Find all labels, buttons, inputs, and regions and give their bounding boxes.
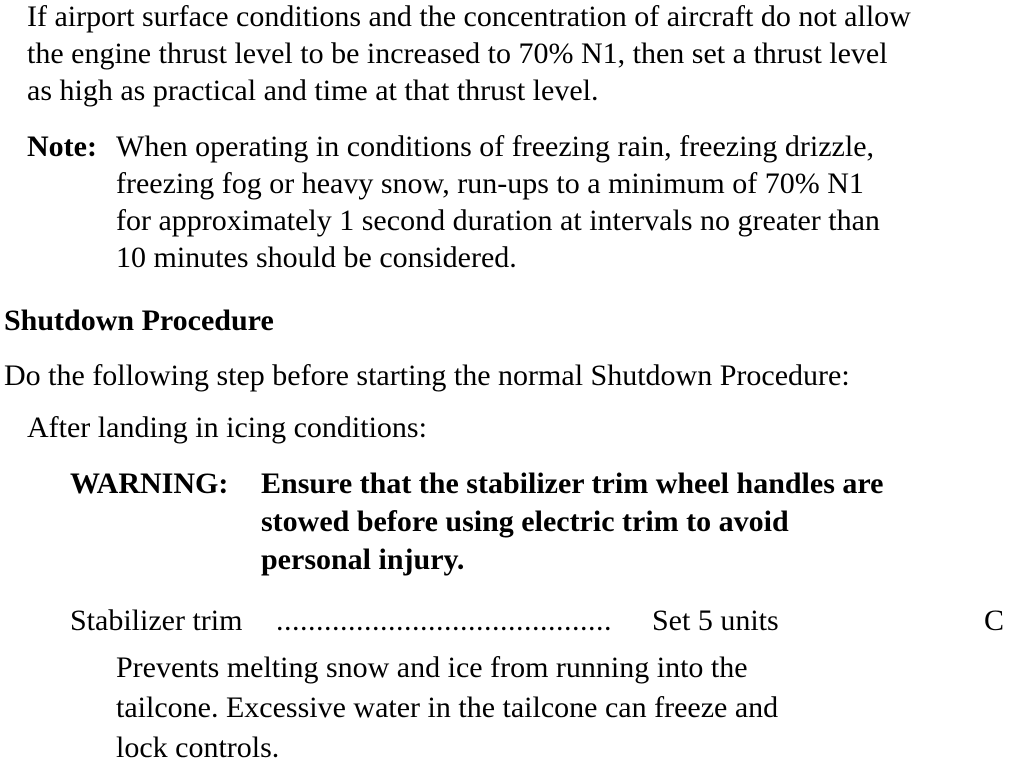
note-line-2: freezing fog or heavy snow, run-ups to a minimum of 70% N1 xyxy=(116,167,864,200)
step-item: Stabilizer trim xyxy=(70,604,243,637)
intro-line-2: the engine thrust level to be increased to 70% N1, then set a thrust level xyxy=(27,37,888,70)
note-label: Note: xyxy=(27,130,97,163)
step-action: Set 5 units xyxy=(652,604,779,637)
step-explanation-line-1: Prevents melting snow and ice from running into the xyxy=(116,651,748,684)
warning-line-1: Ensure that the stabilizer trim wheel handles are xyxy=(261,467,884,500)
intro-line-3: as high as practical and time at that thrust level. xyxy=(27,74,599,107)
note-line-3: for approximately 1 second duration at intervals no greater than xyxy=(116,204,880,237)
section-heading: Shutdown Procedure xyxy=(4,304,274,337)
note-line-4: 10 minutes should be considered. xyxy=(116,241,517,274)
note-line-1: When operating in conditions of freezing rain, freezing drizzle, xyxy=(116,130,875,163)
warning-line-3: personal injury. xyxy=(261,543,465,576)
condition-text: After landing in icing conditions: xyxy=(27,411,427,444)
step-leader-dots: .......................................... xyxy=(276,604,612,637)
intro-line-1: If airport surface conditions and the concentration of aircraft do not allow xyxy=(27,0,911,33)
section-lead: Do the following step before starting the normal Shutdown Procedure: xyxy=(4,359,850,392)
step-explanation-line-3: lock controls. xyxy=(116,731,280,764)
warning-line-2: stowed before using electric trim to avoid xyxy=(261,505,789,538)
warning-label: WARNING: xyxy=(70,467,229,500)
step-explanation-line-2: tailcone. Excessive water in the tailcone can freeze and xyxy=(116,691,779,724)
step-crew: C xyxy=(984,604,1005,637)
